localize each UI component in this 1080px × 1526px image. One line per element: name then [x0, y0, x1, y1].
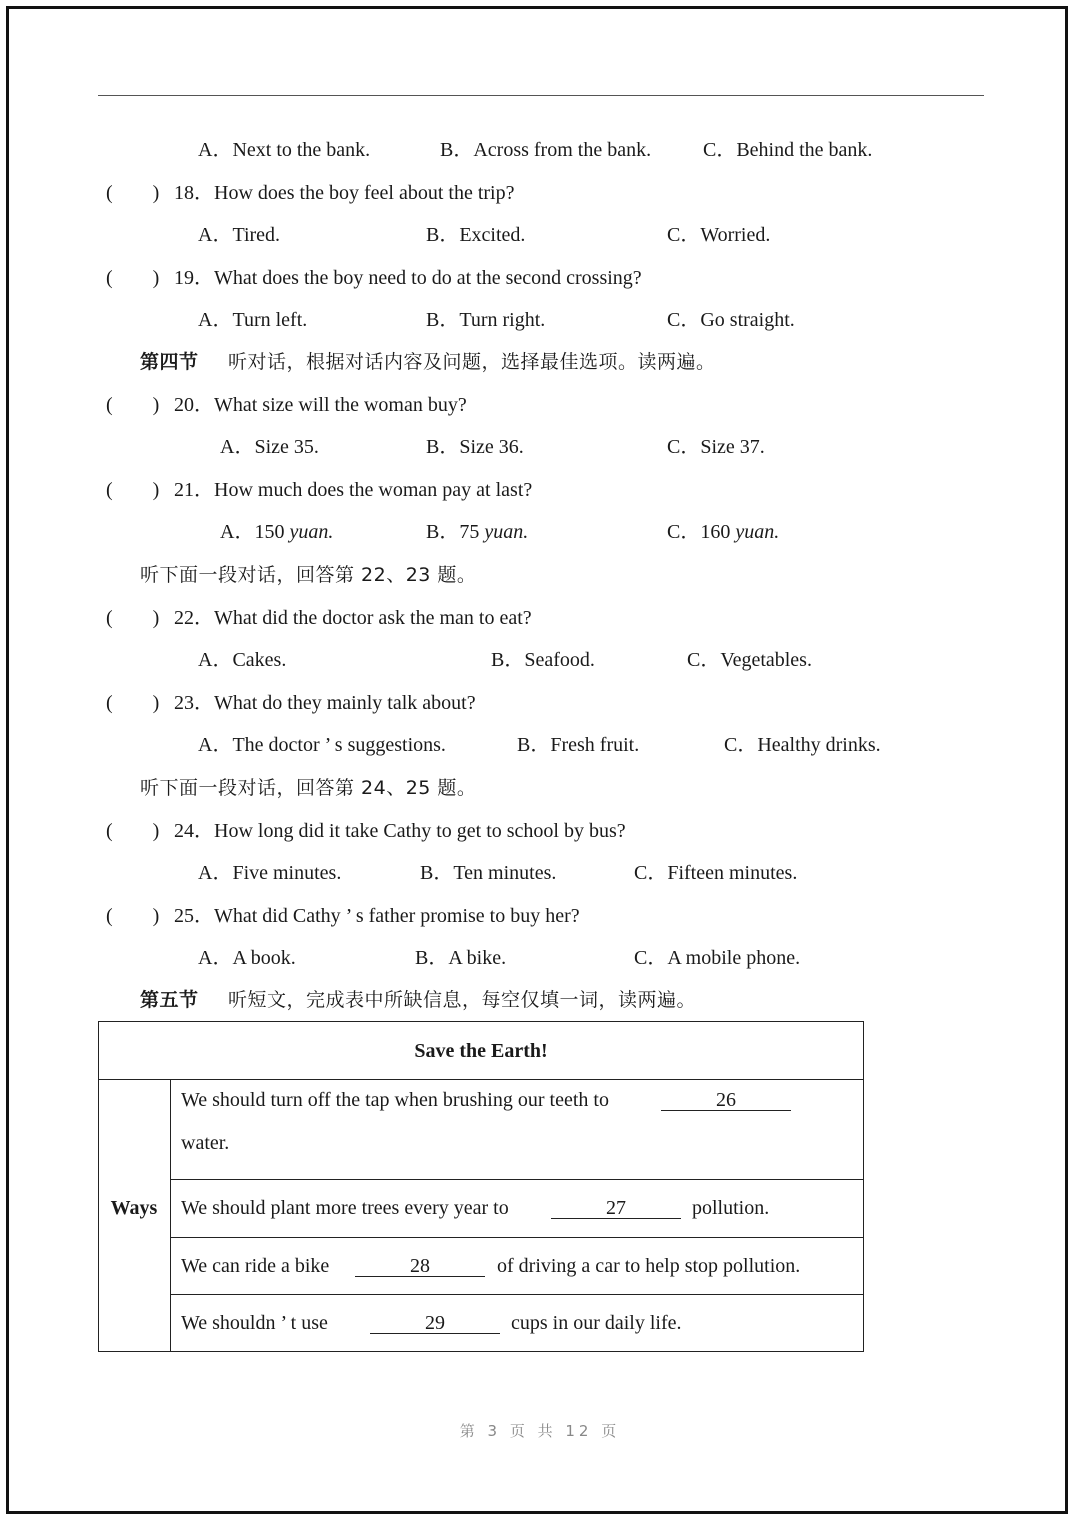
q23-option-b: B．Fresh fruit.: [517, 734, 640, 756]
q23-text: 23．What do they mainly talk about?: [174, 692, 476, 714]
q21-option-b-number: B．75: [426, 521, 480, 543]
section-five-label: 第五节: [140, 989, 199, 1011]
q22-text: 22．What did the doctor ask the man to eat?: [174, 607, 532, 629]
row4-text-after: cups in our daily life.: [511, 1312, 682, 1334]
blank-26[interactable]: [661, 1110, 791, 1111]
table-row-divider: [171, 1237, 864, 1238]
q25-option-c: C．A mobile phone.: [634, 947, 801, 969]
instruction-q24-25: 听下面一段对话，回答第 24、25 题。: [140, 777, 477, 799]
table-row-label: Ways: [110, 1197, 158, 1219]
q23-answer-paren[interactable]: ( ): [106, 692, 160, 714]
q21-option-c: [667, 520, 779, 544]
q21-option-a: [220, 520, 333, 544]
section-four-label: 第四节: [140, 351, 199, 373]
q21-option-c-number: C．160: [667, 521, 731, 543]
q21-answer-paren[interactable]: ( ): [106, 479, 160, 501]
q21-text: 21．How much does the woman pay at last?: [174, 479, 533, 501]
q21-option-c-unit: yuan.: [735, 521, 780, 543]
q17-option-b: B．Across from the bank.: [440, 139, 652, 161]
table-row-divider: [171, 1294, 864, 1295]
table-border-top: [98, 1021, 864, 1022]
exam-page: [6, 6, 1068, 1514]
q18-option-c: C．Worried.: [667, 224, 771, 246]
section-four-instruction: 听对话，根据对话内容及问题，选择最佳选项。读两遍。: [228, 351, 716, 373]
q20-text: 20．What size will the woman buy?: [174, 394, 467, 416]
table-row-divider: [171, 1179, 864, 1180]
q18-text: 18．How does the boy feel about the trip?: [174, 182, 515, 204]
q18-option-b: B．Excited.: [426, 224, 526, 246]
blank-27-number: 27: [606, 1197, 626, 1219]
q24-option-b: B．Ten minutes.: [420, 862, 557, 884]
section-five-instruction: 听短文，完成表中所缺信息，每空仅填一词，读两遍。: [228, 989, 697, 1011]
q25-option-a: A．A book.: [198, 947, 296, 969]
q23-option-c: C．Healthy drinks.: [724, 734, 881, 756]
q20-answer-paren[interactable]: ( ): [106, 394, 160, 416]
blank-27[interactable]: [551, 1218, 681, 1219]
q20-option-b: B．Size 36.: [426, 436, 524, 458]
q19-option-c: C．Go straight.: [667, 309, 795, 331]
row4-text-before: We shouldn ’ t use: [181, 1312, 328, 1334]
q17-option-c: C．Behind the bank.: [703, 139, 873, 161]
q22-answer-paren[interactable]: ( ): [106, 607, 160, 629]
row1-text-after: water.: [181, 1132, 230, 1154]
table-border-left: [98, 1021, 99, 1351]
table-border-title: [98, 1079, 864, 1080]
page-number-footer: 第 3 页 共 12 页: [459, 1422, 621, 1440]
q18-option-a: A．Tired.: [198, 224, 281, 246]
q25-text: 25．What did Cathy ’ s father promise to buy her?: [174, 905, 580, 927]
q22-option-b: B．Seafood.: [491, 649, 595, 671]
q24-answer-paren[interactable]: ( ): [106, 820, 160, 842]
q20-option-a: A．Size 35.: [220, 436, 319, 458]
blank-29[interactable]: [370, 1333, 500, 1334]
q24-option-c: C．Fifteen minutes.: [634, 862, 798, 884]
table-title: Save the Earth!: [414, 1040, 548, 1062]
q23-option-a: A．The doctor ’ s suggestions.: [198, 734, 446, 756]
table-column-divider: [170, 1079, 171, 1351]
q21-option-a-number: A．150: [220, 521, 285, 543]
table-border-right: [863, 1021, 864, 1351]
blank-28[interactable]: [355, 1276, 485, 1277]
q19-answer-paren[interactable]: ( ): [106, 267, 160, 289]
q25-option-b: B．A bike.: [415, 947, 507, 969]
q21-option-a-unit: yuan.: [289, 521, 334, 543]
q20-option-c: C．Size 37.: [667, 436, 765, 458]
q21-option-b-unit: yuan.: [484, 521, 529, 543]
q24-text: 24．How long did it take Cathy to get to school by bus?: [174, 820, 626, 842]
row1-text-before: We should turn off the tap when brushing our teeth to: [181, 1089, 609, 1111]
row3-text-before: We can ride a bike: [181, 1255, 330, 1277]
q22-option-a: A．Cakes.: [198, 649, 287, 671]
blank-28-number: 28: [410, 1255, 430, 1277]
blank-26-number: 26: [716, 1089, 736, 1111]
q24-option-a: A．Five minutes.: [198, 862, 342, 884]
row2-text-before: We should plant more trees every year to: [181, 1197, 509, 1219]
row3-text-after: of driving a car to help stop pollution.: [497, 1255, 801, 1277]
q17-option-a: A．Next to the bank.: [198, 139, 371, 161]
q19-option-b: B．Turn right.: [426, 309, 546, 331]
header-rule: [98, 95, 984, 96]
q22-option-c: C．Vegetables.: [687, 649, 812, 671]
q25-answer-paren[interactable]: ( ): [106, 905, 160, 927]
q18-answer-paren[interactable]: ( ): [106, 182, 160, 204]
blank-29-number: 29: [425, 1312, 445, 1334]
table-border-bottom: [98, 1351, 864, 1352]
q19-text: 19．What does the boy need to do at the second crossing?: [174, 267, 642, 289]
row2-text-after: pollution.: [692, 1197, 770, 1219]
instruction-q22-23: 听下面一段对话，回答第 22、23 题。: [140, 564, 477, 586]
q21-option-b: [426, 520, 528, 544]
q19-option-a: A．Turn left.: [198, 309, 308, 331]
